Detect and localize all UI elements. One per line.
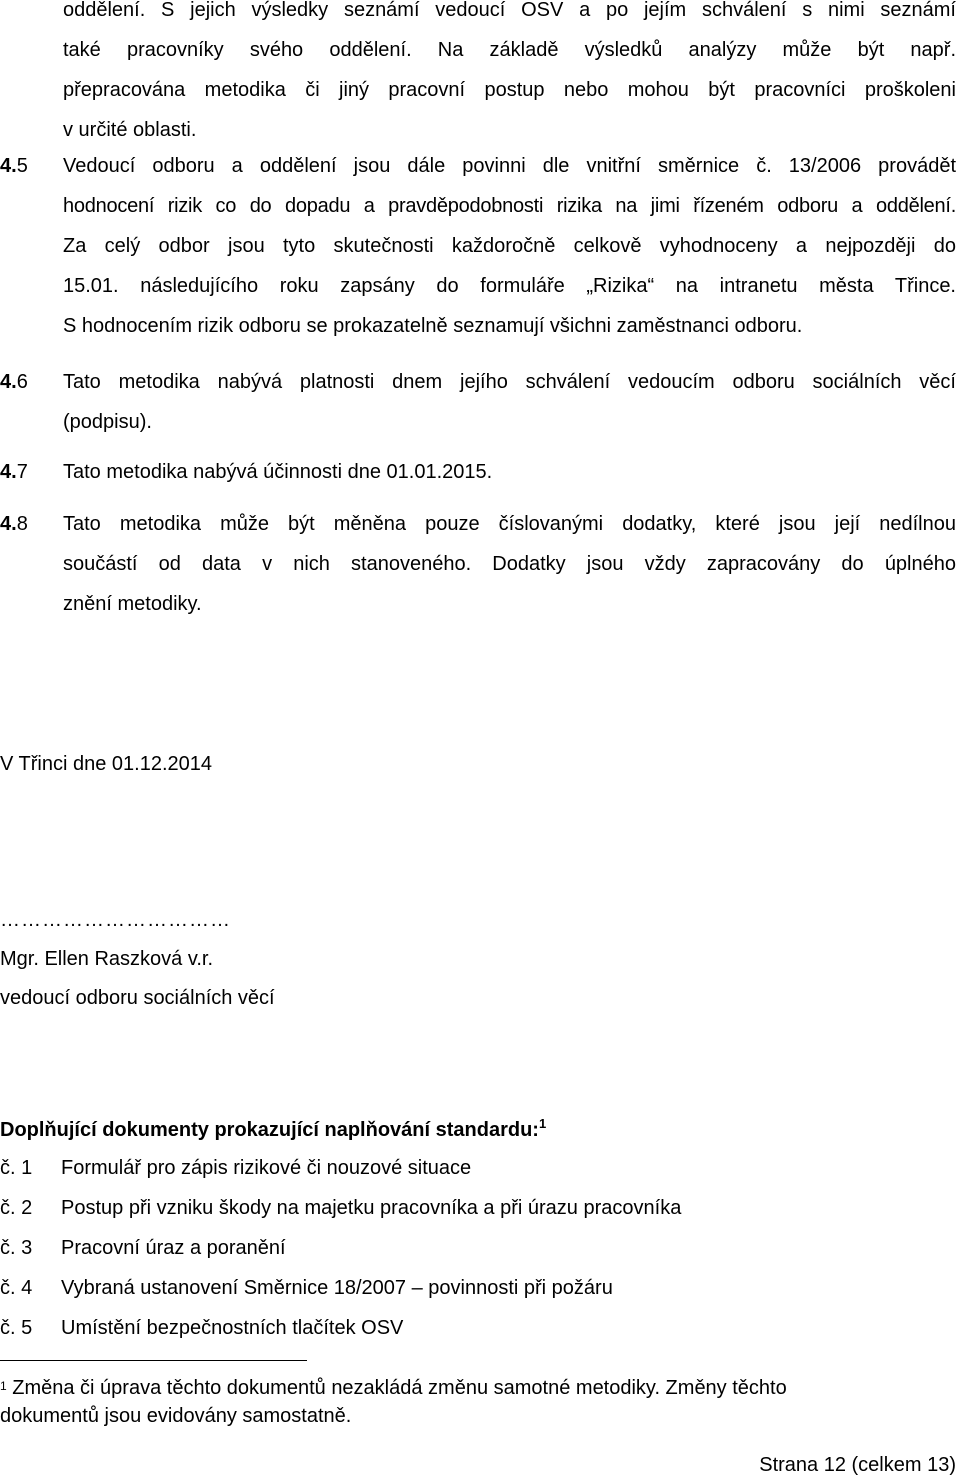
list-text: Postup při vzniku škody na majetku pracovníka a při úrazu pracovníka [61,1197,682,1219]
signature-dots: …………………………… [0,909,231,931]
text-line: přepracována metodika či jiný pracovní postup nebo mohou být pracovníci proškoleni [63,79,956,101]
list-text: Pracovní úraz a poranění [61,1237,286,1259]
text-line: S hodnocením rizik odboru se prokazatelně seznamují všichni zaměstnanci odboru. [63,315,803,337]
list-text: Formulář pro zápis rizikové či nouzové situace [61,1157,472,1179]
signatory-role: vedoucí odboru sociálních věcí [0,987,275,1009]
footnote-line: dokumentů jsou evidovány samostatně. [0,1405,352,1427]
section-text [63,452,956,492]
list-item [0,1194,960,1222]
text-line: Tato metodika nabývá platnosti dnem jejího schválení vedoucím odboru sociálních věcí [63,371,956,393]
signatory-name: Mgr. Ellen Raszková v.r. [0,948,214,970]
continuation-paragraph [63,0,956,150]
text-line: (podpisu). [63,411,152,433]
section-number: 4.8 [0,513,28,535]
list-number: č. 5 [0,1317,33,1339]
list-number: č. 2 [0,1197,33,1219]
page-number: Strana 12 (celkem 13) [759,1454,956,1476]
section-number: 4.5 [0,155,28,177]
list-item [0,1154,960,1182]
text-line: Za celý odbor jsou tyto skutečnosti každoročně celkově vyhodnoceny a nejpozději do [63,235,956,257]
section-number: 4.7 [0,461,28,483]
text-line: 15.01. následujícího roku zapsány do formuláře „Rizika“ na intranetu města Třince. [63,275,956,297]
list-item [0,1234,960,1262]
text-line: součástí od data v nich stanoveného. Dodatky jsou vždy zapracovány do úplného [63,553,956,575]
text-line: Tato metodika může být měněna pouze číslovanými dodatky, které jsou její nedílnou [63,513,956,535]
footnote-separator [0,1360,307,1361]
text-line: hodnocení rizik co do dopadu a pravděpodobnosti rizika na jimi řízeném odboru a oddělení. [63,195,956,217]
section-text [63,146,956,346]
text-line: také pracovníky svého oddělení. Na základě výsledků analýzy může být např. [63,39,956,61]
list-item [0,1274,960,1302]
text-line: Vedoucí odboru a oddělení jsou dále povinni dle vnitřní směrnice č. 13/2006 provádět [63,155,956,177]
section-text [63,504,956,624]
section-text [63,362,956,442]
list-text: Umístění bezpečnostních tlačítek OSV [61,1317,404,1339]
footnote-line: $^1$ Změna či úprava těchto dokumentů nezakládá změnu samotné metodiky. Změny těchto [0,1377,787,1399]
list-item [0,1314,960,1342]
place-date: V Třinci dne 01.12.2014 [0,753,213,775]
text-line: v určité oblasti. [63,119,197,141]
list-number: č. 4 [0,1277,33,1299]
text-line: oddělení. S jejich výsledky seznámí vedoucí OSV a po jejím schválení s nimi seznámí [63,0,956,21]
footnote [0,1374,940,1430]
list-number: č. 3 [0,1237,33,1259]
section-number: 4.6 [0,371,28,393]
footnote-ref: 1 [538,1116,547,1131]
text-line: znění metodiky. [63,593,202,615]
list-number: č. 1 [0,1157,33,1179]
footnote-mark: 1 [0,1379,7,1393]
list-text: Vybraná ustanovení Směrnice 18/2007 – povinnosti při požáru [61,1277,613,1299]
supplementary-heading: Doplňující dokumenty prokazující naplňování standardu:$^1$ [0,1116,547,1141]
text-line: Tato metodika nabývá účinnosti dne 01.01.2015. [63,461,493,483]
